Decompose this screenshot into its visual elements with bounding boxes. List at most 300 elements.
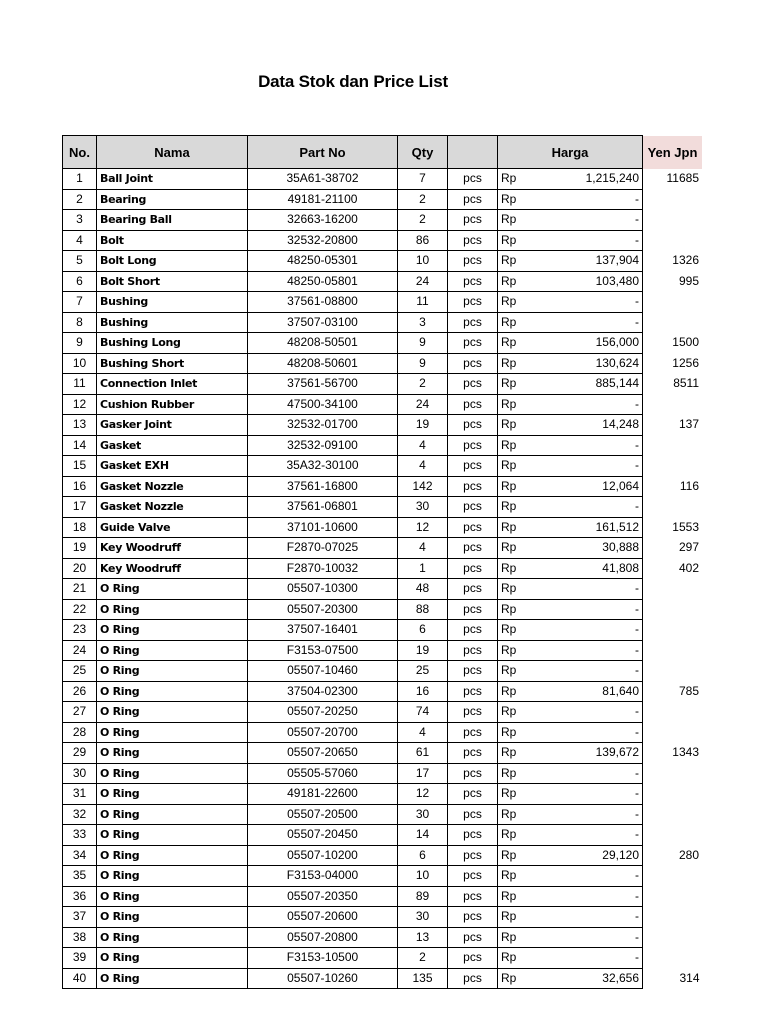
row-qty: 142 <box>398 476 448 497</box>
row-harga: - <box>536 661 643 682</box>
row-yen <box>643 804 703 825</box>
stock-price-table <box>62 135 703 989</box>
row-harga: 81,640 <box>536 681 643 702</box>
row-no: 21 <box>63 579 97 600</box>
row-part-no: 37561-56700 <box>248 374 398 395</box>
row-nama: O Ring <box>97 948 248 969</box>
row-no: 8 <box>63 312 97 333</box>
row-nama: Bushing <box>97 312 248 333</box>
row-part-no: 32532-01700 <box>248 415 398 436</box>
row-no: 35 <box>63 866 97 887</box>
header-no: No. <box>63 136 97 169</box>
row-currency: Rp <box>498 599 536 620</box>
row-nama: Bearing <box>97 189 248 210</box>
row-unit: pcs <box>448 825 498 846</box>
row-unit: pcs <box>448 763 498 784</box>
row-part-no: 32532-20800 <box>248 230 398 251</box>
row-harga: - <box>536 927 643 948</box>
table-row <box>63 599 703 620</box>
row-unit: pcs <box>448 312 498 333</box>
row-unit: pcs <box>448 681 498 702</box>
row-no: 18 <box>63 517 97 538</box>
row-yen <box>643 640 703 661</box>
row-part-no: 37504-02300 <box>248 681 398 702</box>
row-unit: pcs <box>448 517 498 538</box>
row-nama: Bushing Long <box>97 333 248 354</box>
row-nama: O Ring <box>97 763 248 784</box>
row-part-no: 37101-10600 <box>248 517 398 538</box>
row-yen <box>643 456 703 477</box>
row-unit: pcs <box>448 722 498 743</box>
row-harga: - <box>536 599 643 620</box>
row-unit: pcs <box>448 374 498 395</box>
row-part-no: 48250-05801 <box>248 271 398 292</box>
row-nama: Bolt Short <box>97 271 248 292</box>
row-harga: 139,672 <box>536 743 643 764</box>
row-unit: pcs <box>448 661 498 682</box>
row-qty: 12 <box>398 517 448 538</box>
row-yen <box>643 394 703 415</box>
row-currency: Rp <box>498 907 536 928</box>
table-row <box>63 251 703 272</box>
row-qty: 16 <box>398 681 448 702</box>
row-currency: Rp <box>498 845 536 866</box>
table-row <box>63 353 703 374</box>
row-no: 38 <box>63 927 97 948</box>
row-nama: O Ring <box>97 620 248 641</box>
row-currency: Rp <box>498 804 536 825</box>
row-no: 20 <box>63 558 97 579</box>
row-yen <box>643 210 703 231</box>
row-part-no: 05505-57060 <box>248 763 398 784</box>
row-currency: Rp <box>498 169 536 190</box>
row-part-no: 35A61-38702 <box>248 169 398 190</box>
row-nama: O Ring <box>97 640 248 661</box>
row-harga: 885,144 <box>536 374 643 395</box>
row-no: 22 <box>63 599 97 620</box>
row-part-no: F2870-10032 <box>248 558 398 579</box>
row-unit: pcs <box>448 866 498 887</box>
row-part-no: 37507-03100 <box>248 312 398 333</box>
row-no: 32 <box>63 804 97 825</box>
row-harga: - <box>536 866 643 887</box>
row-no: 25 <box>63 661 97 682</box>
row-harga: - <box>536 702 643 723</box>
row-currency: Rp <box>498 435 536 456</box>
table-header-row <box>63 136 703 169</box>
row-qty: 3 <box>398 312 448 333</box>
row-qty: 89 <box>398 886 448 907</box>
row-qty: 4 <box>398 435 448 456</box>
row-currency: Rp <box>498 886 536 907</box>
row-yen: 1326 <box>672 253 699 268</box>
row-no: 27 <box>63 702 97 723</box>
row-qty: 12 <box>398 784 448 805</box>
row-harga: 14,248 <box>536 415 643 436</box>
row-harga: - <box>536 825 643 846</box>
table-row <box>63 415 703 436</box>
row-unit: pcs <box>448 702 498 723</box>
row-part-no: 48250-05301 <box>248 251 398 272</box>
row-no: 31 <box>63 784 97 805</box>
row-no: 4 <box>63 230 97 251</box>
row-currency: Rp <box>498 210 536 231</box>
row-part-no: 37507-16401 <box>248 620 398 641</box>
row-qty: 48 <box>398 579 448 600</box>
row-part-no: 49181-22600 <box>248 784 398 805</box>
header-yen: Yen Jpn <box>643 136 703 169</box>
row-yen <box>643 784 703 805</box>
row-qty: 4 <box>398 456 448 477</box>
row-harga: - <box>536 456 643 477</box>
row-no: 12 <box>63 394 97 415</box>
row-part-no: 37561-06801 <box>248 497 398 518</box>
row-currency: Rp <box>498 476 536 497</box>
row-part-no: 48208-50501 <box>248 333 398 354</box>
row-harga: - <box>536 907 643 928</box>
row-harga: - <box>536 497 643 518</box>
row-currency: Rp <box>498 189 536 210</box>
row-yen: 297 <box>678 540 699 555</box>
row-nama: O Ring <box>97 661 248 682</box>
table-row <box>63 743 703 764</box>
row-unit: pcs <box>448 230 498 251</box>
row-yen <box>643 497 703 518</box>
row-unit: pcs <box>448 907 498 928</box>
row-qty: 11 <box>398 292 448 313</box>
row-part-no: 05507-10200 <box>248 845 398 866</box>
row-harga: - <box>536 312 643 333</box>
row-part-no: 32663-16200 <box>248 210 398 231</box>
row-part-no: 05507-20300 <box>248 599 398 620</box>
row-no: 15 <box>63 456 97 477</box>
row-part-no: 37561-08800 <box>248 292 398 313</box>
row-unit: pcs <box>448 845 498 866</box>
table-row <box>63 333 703 354</box>
row-part-no: 35A32-30100 <box>248 456 398 477</box>
row-qty: 30 <box>398 497 448 518</box>
row-unit: pcs <box>448 640 498 661</box>
table-row <box>63 538 703 559</box>
row-yen: 785 <box>678 683 699 698</box>
row-qty: 135 <box>398 968 448 989</box>
row-harga: - <box>536 210 643 231</box>
row-currency: Rp <box>498 825 536 846</box>
row-harga: - <box>536 763 643 784</box>
table-row <box>63 558 703 579</box>
row-qty: 88 <box>398 599 448 620</box>
row-no: 39 <box>63 948 97 969</box>
row-part-no: F3153-10500 <box>248 948 398 969</box>
row-nama: Gasket Nozzle <box>97 497 248 518</box>
row-harga: - <box>536 886 643 907</box>
row-qty: 30 <box>398 907 448 928</box>
row-currency: Rp <box>498 927 536 948</box>
row-harga: - <box>536 230 643 251</box>
row-part-no: 05507-20700 <box>248 722 398 743</box>
table-row <box>63 661 703 682</box>
row-part-no: 47500-34100 <box>248 394 398 415</box>
row-qty: 10 <box>398 251 448 272</box>
row-nama: Bearing Ball <box>97 210 248 231</box>
row-no: 10 <box>63 353 97 374</box>
row-no: 37 <box>63 907 97 928</box>
row-yen <box>643 825 703 846</box>
row-yen <box>643 599 703 620</box>
row-unit: pcs <box>448 886 498 907</box>
row-part-no: 05507-20650 <box>248 743 398 764</box>
row-currency: Rp <box>498 784 536 805</box>
row-harga: - <box>536 722 643 743</box>
row-yen <box>643 886 703 907</box>
row-yen: 402 <box>678 560 699 575</box>
row-unit: pcs <box>448 189 498 210</box>
table-row <box>63 968 703 989</box>
row-currency: Rp <box>498 230 536 251</box>
row-currency: Rp <box>498 681 536 702</box>
row-part-no: F3153-07500 <box>248 640 398 661</box>
row-yen: 314 <box>679 970 700 985</box>
row-yen: 1343 <box>672 745 699 760</box>
row-unit: pcs <box>448 743 498 764</box>
row-yen: 137 <box>678 417 699 432</box>
row-harga: 137,904 <box>536 251 643 272</box>
row-currency: Rp <box>498 456 536 477</box>
table-row <box>63 374 703 395</box>
row-part-no: 48208-50601 <box>248 353 398 374</box>
table-row <box>63 189 703 210</box>
row-unit: pcs <box>448 538 498 559</box>
row-currency: Rp <box>498 579 536 600</box>
row-no: 2 <box>63 189 97 210</box>
row-part-no: 37561-16800 <box>248 476 398 497</box>
row-part-no: 05507-20450 <box>248 825 398 846</box>
row-currency: Rp <box>498 702 536 723</box>
row-yen <box>643 948 703 969</box>
row-currency: Rp <box>498 394 536 415</box>
row-no: 7 <box>63 292 97 313</box>
row-no: 30 <box>63 763 97 784</box>
row-unit: pcs <box>448 784 498 805</box>
row-nama: O Ring <box>97 968 248 989</box>
row-no: 36 <box>63 886 97 907</box>
row-unit: pcs <box>448 169 498 190</box>
row-unit: pcs <box>448 210 498 231</box>
row-nama: O Ring <box>97 784 248 805</box>
row-nama: Bolt Long <box>97 251 248 272</box>
row-yen: 116 <box>679 478 699 493</box>
row-qty: 2 <box>398 948 448 969</box>
row-harga: - <box>536 804 643 825</box>
row-harga: 29,120 <box>536 845 643 866</box>
row-nama: Key Woodruff <box>97 558 248 579</box>
row-part-no: 05507-10460 <box>248 661 398 682</box>
row-qty: 6 <box>398 845 448 866</box>
row-nama: O Ring <box>97 927 248 948</box>
table-row <box>63 763 703 784</box>
row-yen <box>643 722 703 743</box>
row-yen <box>643 866 703 887</box>
row-yen <box>643 230 703 251</box>
row-no: 24 <box>63 640 97 661</box>
row-unit: pcs <box>448 271 498 292</box>
table-row <box>63 927 703 948</box>
row-qty: 1 <box>398 558 448 579</box>
row-qty: 30 <box>398 804 448 825</box>
row-yen: 8511 <box>673 376 699 391</box>
table-row <box>63 948 703 969</box>
row-no: 33 <box>63 825 97 846</box>
page-title: Data Stok dan Price List <box>258 72 448 91</box>
row-harga: 30,888 <box>536 538 643 559</box>
row-nama: O Ring <box>97 599 248 620</box>
row-unit: pcs <box>448 599 498 620</box>
row-unit: pcs <box>448 435 498 456</box>
row-harga: 1,215,240 <box>536 169 643 190</box>
row-nama: Key Woodruff <box>97 538 248 559</box>
row-currency: Rp <box>498 640 536 661</box>
header-unit <box>448 136 498 169</box>
row-harga: - <box>536 620 643 641</box>
row-part-no: 05507-20350 <box>248 886 398 907</box>
row-no: 13 <box>63 415 97 436</box>
row-qty: 2 <box>398 210 448 231</box>
row-harga: - <box>536 579 643 600</box>
row-currency: Rp <box>498 620 536 641</box>
row-no: 28 <box>63 722 97 743</box>
table-row <box>63 579 703 600</box>
row-qty: 2 <box>398 374 448 395</box>
row-harga: 156,000 <box>536 333 643 354</box>
row-nama: Bushing <box>97 292 248 313</box>
row-currency: Rp <box>498 374 536 395</box>
row-qty: 24 <box>398 271 448 292</box>
row-no: 19 <box>63 538 97 559</box>
row-qty: 7 <box>398 169 448 190</box>
table-row <box>63 620 703 641</box>
table-row <box>63 886 703 907</box>
row-yen: 11685 <box>666 171 699 186</box>
row-currency: Rp <box>498 661 536 682</box>
row-no: 34 <box>63 845 97 866</box>
row-part-no: F3153-04000 <box>248 866 398 887</box>
header-harga: Harga <box>498 136 643 169</box>
row-currency: Rp <box>498 866 536 887</box>
table-row <box>63 825 703 846</box>
row-qty: 24 <box>398 394 448 415</box>
row-no: 26 <box>63 681 97 702</box>
row-harga: - <box>536 394 643 415</box>
row-nama: Ball Joint <box>97 169 248 190</box>
row-nama: O Ring <box>97 845 248 866</box>
row-qty: 13 <box>398 927 448 948</box>
row-qty: 17 <box>398 763 448 784</box>
row-yen <box>643 927 703 948</box>
row-unit: pcs <box>448 251 498 272</box>
row-no: 6 <box>63 271 97 292</box>
row-no: 14 <box>63 435 97 456</box>
row-unit: pcs <box>448 415 498 436</box>
row-no: 3 <box>63 210 97 231</box>
row-currency: Rp <box>498 312 536 333</box>
table-row <box>63 394 703 415</box>
table-row <box>63 292 703 313</box>
row-qty: 19 <box>398 415 448 436</box>
row-harga: 32,656 <box>536 968 643 989</box>
row-unit: pcs <box>448 620 498 641</box>
row-nama: Gasker Joint <box>97 415 248 436</box>
row-unit: pcs <box>448 353 498 374</box>
row-part-no: 05507-20250 <box>248 702 398 723</box>
row-currency: Rp <box>498 292 536 313</box>
row-nama: Gasket <box>97 435 248 456</box>
row-qty: 86 <box>398 230 448 251</box>
row-harga: 12,064 <box>536 476 643 497</box>
table-row <box>63 722 703 743</box>
row-nama: Connection Inlet <box>97 374 248 395</box>
table-row <box>63 517 703 538</box>
table-row <box>63 271 703 292</box>
row-currency: Rp <box>498 333 536 354</box>
row-yen: 1500 <box>672 335 699 350</box>
row-harga: 103,480 <box>536 271 643 292</box>
row-nama: O Ring <box>97 825 248 846</box>
row-currency: Rp <box>498 517 536 538</box>
row-currency: Rp <box>498 948 536 969</box>
row-unit: pcs <box>448 948 498 969</box>
row-part-no: 05507-10260 <box>248 968 398 989</box>
row-nama: Bolt <box>97 230 248 251</box>
row-yen <box>643 907 703 928</box>
row-unit: pcs <box>448 804 498 825</box>
row-currency: Rp <box>498 538 536 559</box>
row-nama: Guide Valve <box>97 517 248 538</box>
header-qty: Qty <box>398 136 448 169</box>
row-currency: Rp <box>498 763 536 784</box>
row-currency: Rp <box>498 743 536 764</box>
table-row <box>63 210 703 231</box>
table-row <box>63 435 703 456</box>
row-yen: 1256 <box>672 355 699 370</box>
row-yen <box>643 661 703 682</box>
row-yen <box>643 702 703 723</box>
table-row <box>63 845 703 866</box>
row-yen <box>643 292 703 313</box>
row-qty: 25 <box>398 661 448 682</box>
row-part-no: 05507-20800 <box>248 927 398 948</box>
row-no: 17 <box>63 497 97 518</box>
row-currency: Rp <box>498 251 536 272</box>
row-part-no: 49181-21100 <box>248 189 398 210</box>
row-currency: Rp <box>498 558 536 579</box>
row-part-no: 05507-20500 <box>248 804 398 825</box>
row-no: 16 <box>63 476 97 497</box>
row-yen <box>643 312 703 333</box>
row-no: 11 <box>63 374 97 395</box>
row-nama: O Ring <box>97 702 248 723</box>
row-qty: 6 <box>398 620 448 641</box>
row-yen <box>643 620 703 641</box>
row-harga: - <box>536 640 643 661</box>
row-nama: Gasket Nozzle <box>97 476 248 497</box>
row-no: 1 <box>63 169 97 190</box>
row-part-no: 05507-20600 <box>248 907 398 928</box>
row-currency: Rp <box>498 271 536 292</box>
table-row <box>63 907 703 928</box>
row-qty: 4 <box>398 722 448 743</box>
row-part-no: 05507-10300 <box>248 579 398 600</box>
row-unit: pcs <box>448 394 498 415</box>
